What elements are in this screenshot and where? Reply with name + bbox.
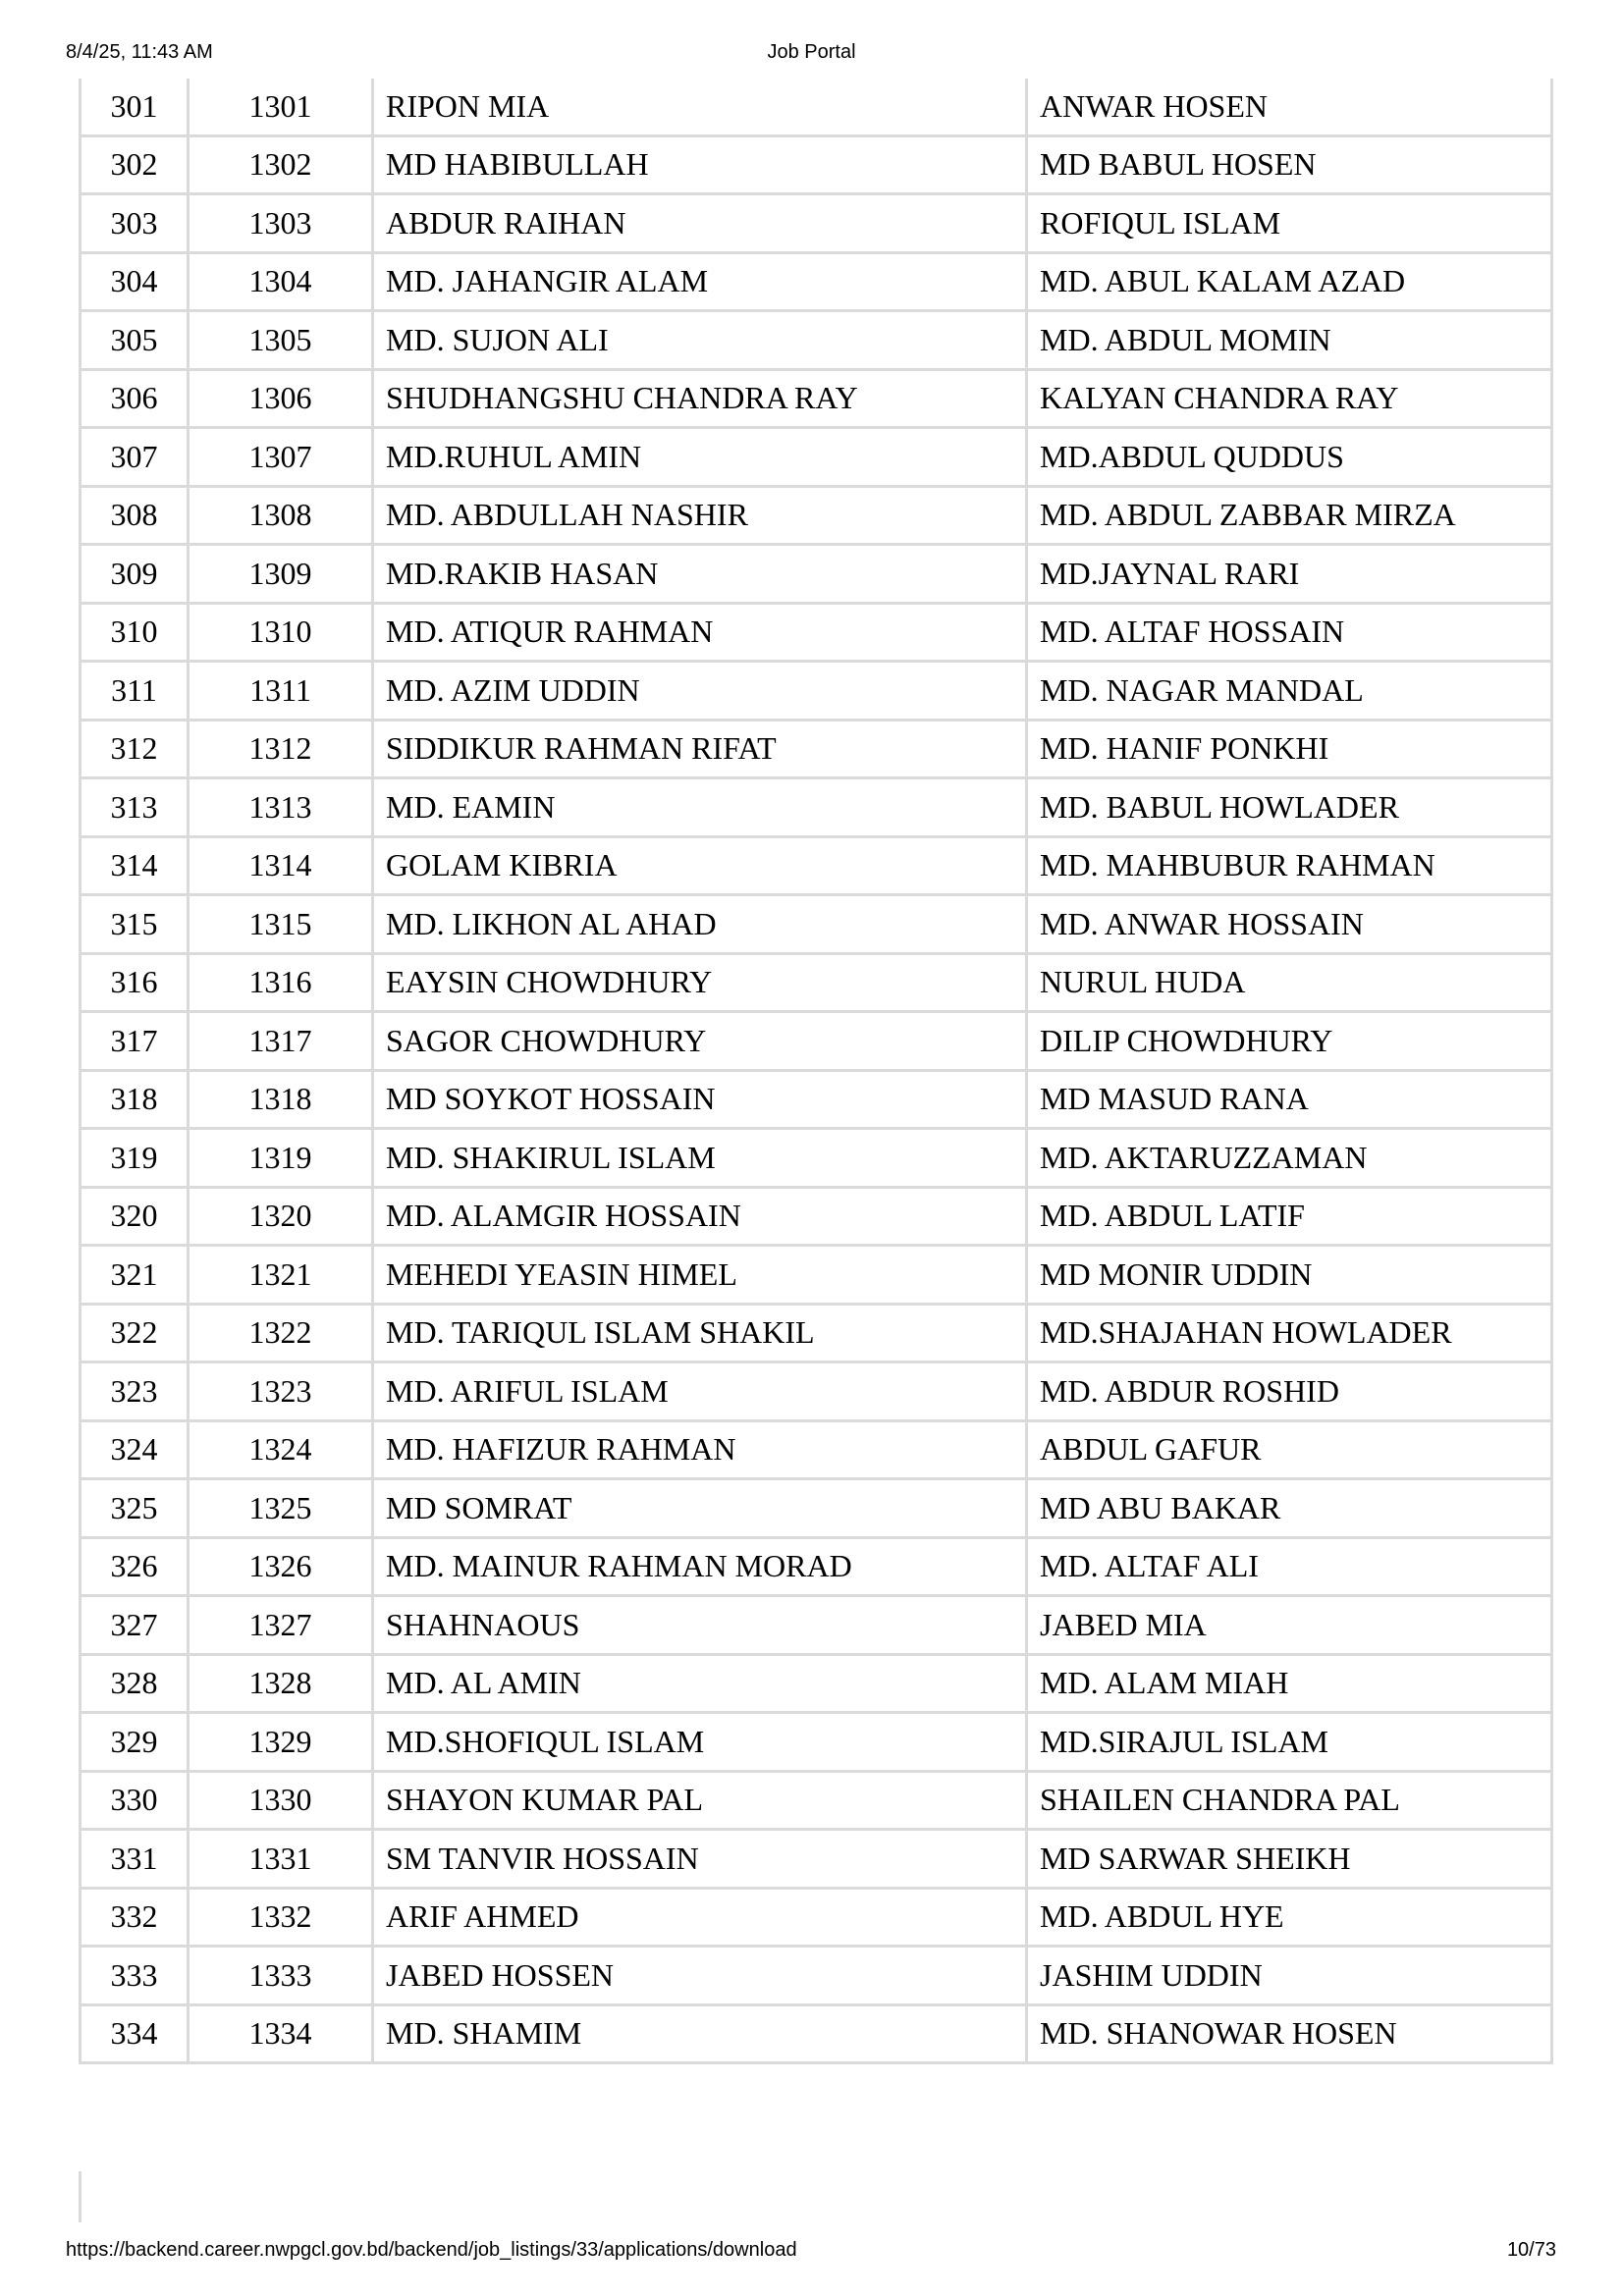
father-name-cell: MD ABU BAKAR xyxy=(1025,1480,1553,1539)
applicant-name-cell: MD HABIBULLAH xyxy=(371,137,1025,196)
applicant-name-cell: MD. TARIQUL ISLAM SHAKIL xyxy=(371,1306,1025,1364)
father-name-cell: MD. NAGAR MANDAL xyxy=(1025,663,1553,721)
father-name-cell: MD. ABDUL MOMIN xyxy=(1025,312,1553,371)
applicant-name-cell: JABED HOSSEN xyxy=(371,1948,1025,2006)
serial-cell: 314 xyxy=(79,838,187,897)
roll-cell: 1327 xyxy=(187,1597,371,1656)
father-name-cell: MD. ABDUL ZABBAR MIRZA xyxy=(1025,488,1553,547)
father-name-cell: MD.SHAJAHAN HOWLADER xyxy=(1025,1306,1553,1364)
applicant-table-body xyxy=(79,79,1553,2064)
applicant-name-cell: MEHEDI YEASIN HIMEL xyxy=(371,1247,1025,1306)
table-row xyxy=(79,1890,1553,1949)
roll-cell: 1323 xyxy=(187,1363,371,1422)
table-row xyxy=(79,955,1553,1014)
roll-cell: 1325 xyxy=(187,1480,371,1539)
roll-cell: 1306 xyxy=(187,371,371,430)
applicant-name-cell: RIPON MIA xyxy=(371,79,1025,137)
table-row xyxy=(79,2006,1553,2065)
serial-cell: 308 xyxy=(79,488,187,547)
father-name-cell: JASHIM UDDIN xyxy=(1025,1948,1553,2006)
applicant-name-cell: MD. LIKHON AL AHAD xyxy=(371,896,1025,955)
father-name-cell: MD. ABDUL HYE xyxy=(1025,1890,1553,1949)
page-url: https://backend.career.nwpgcl.gov.bd/backend/job_listings/33/applications/download xyxy=(66,2239,797,2261)
table-row xyxy=(79,1072,1553,1131)
table-row xyxy=(79,1247,1553,1306)
serial-cell: 307 xyxy=(79,429,187,488)
father-name-cell: MD MONIR UDDIN xyxy=(1025,1247,1553,1306)
applicant-name-cell: MD. ABDULLAH NASHIR xyxy=(371,488,1025,547)
father-name-cell: MD. ALAM MIAH xyxy=(1025,1656,1553,1715)
table-row xyxy=(79,429,1553,488)
table-row xyxy=(79,488,1553,547)
page-number: 10/73 xyxy=(1506,2239,1556,2261)
table-row xyxy=(79,1306,1553,1364)
table-row xyxy=(79,1539,1553,1598)
serial-cell: 310 xyxy=(79,605,187,664)
roll-cell: 1334 xyxy=(187,2006,371,2065)
father-name-cell: MD. SHANOWAR HOSEN xyxy=(1025,2006,1553,2065)
father-name-cell: DILIP CHOWDHURY xyxy=(1025,1013,1553,1072)
table-row xyxy=(79,896,1553,955)
roll-cell: 1329 xyxy=(187,1714,371,1773)
serial-cell: 309 xyxy=(79,546,187,605)
applicant-name-cell: MD. MAINUR RAHMAN MORAD xyxy=(371,1539,1025,1598)
applicant-name-cell: SAGOR CHOWDHURY xyxy=(371,1013,1025,1072)
applicant-name-cell: MD. AZIM UDDIN xyxy=(371,663,1025,721)
serial-cell: 321 xyxy=(79,1247,187,1306)
serial-cell: 330 xyxy=(79,1773,187,1832)
father-name-cell: MD. ABDUR ROSHID xyxy=(1025,1363,1553,1422)
table-row xyxy=(79,1656,1553,1715)
serial-cell: 318 xyxy=(79,1072,187,1131)
print-footer xyxy=(0,2239,1623,2267)
applicant-name-cell: SM TANVIR HOSSAIN xyxy=(371,1831,1025,1890)
roll-cell: 1304 xyxy=(187,254,371,313)
table-row xyxy=(79,546,1553,605)
table-row xyxy=(79,1130,1553,1189)
table-row xyxy=(79,1363,1553,1422)
applicant-name-cell: MD. ATIQUR RAHMAN xyxy=(371,605,1025,664)
roll-cell: 1321 xyxy=(187,1247,371,1306)
roll-cell: 1320 xyxy=(187,1189,371,1248)
father-name-cell: MD. AKTARUZZAMAN xyxy=(1025,1130,1553,1189)
serial-cell: 323 xyxy=(79,1363,187,1422)
roll-cell: 1314 xyxy=(187,838,371,897)
father-name-cell: MD MASUD RANA xyxy=(1025,1072,1553,1131)
serial-cell: 325 xyxy=(79,1480,187,1539)
serial-cell: 322 xyxy=(79,1306,187,1364)
serial-cell: 329 xyxy=(79,1714,187,1773)
roll-cell: 1311 xyxy=(187,663,371,721)
father-name-cell: MD. ABDUL LATIF xyxy=(1025,1189,1553,1248)
table-row xyxy=(79,254,1553,313)
roll-cell: 1308 xyxy=(187,488,371,547)
serial-cell: 305 xyxy=(79,312,187,371)
roll-cell: 1301 xyxy=(187,79,371,137)
table-row xyxy=(79,1597,1553,1656)
applicant-name-cell: MD. SHAMIM xyxy=(371,2006,1025,2065)
serial-cell: 327 xyxy=(79,1597,187,1656)
table-row xyxy=(79,312,1553,371)
serial-cell: 328 xyxy=(79,1656,187,1715)
father-name-cell: MD.JAYNAL RARI xyxy=(1025,546,1553,605)
table-row xyxy=(79,1480,1553,1539)
table-row xyxy=(79,1773,1553,1832)
father-name-cell: MD. ABUL KALAM AZAD xyxy=(1025,254,1553,313)
print-header xyxy=(0,41,1623,69)
serial-cell: 334 xyxy=(79,2006,187,2065)
roll-cell: 1326 xyxy=(187,1539,371,1598)
father-name-cell: KALYAN CHANDRA RAY xyxy=(1025,371,1553,430)
roll-cell: 1316 xyxy=(187,955,371,1014)
table-row xyxy=(79,371,1553,430)
roll-cell: 1315 xyxy=(187,896,371,955)
roll-cell: 1324 xyxy=(187,1422,371,1481)
applicant-name-cell: MD.RAKIB HASAN xyxy=(371,546,1025,605)
page-title: Job Portal xyxy=(767,41,856,63)
applicant-table-container xyxy=(79,79,1553,2064)
father-name-cell: SHAILEN CHANDRA PAL xyxy=(1025,1773,1553,1832)
print-datetime: 8/4/25, 11:43 AM xyxy=(66,41,213,63)
father-name-cell: MD.ABDUL QUDDUS xyxy=(1025,429,1553,488)
roll-cell: 1307 xyxy=(187,429,371,488)
father-name-cell: MD. ANWAR HOSSAIN xyxy=(1025,896,1553,955)
father-name-cell: MD. MAHBUBUR RAHMAN xyxy=(1025,838,1553,897)
applicant-name-cell: MD. SUJON ALI xyxy=(371,312,1025,371)
roll-cell: 1333 xyxy=(187,1948,371,2006)
roll-cell: 1309 xyxy=(187,546,371,605)
father-name-cell: MD. ALTAF HOSSAIN xyxy=(1025,605,1553,664)
table-row xyxy=(79,721,1553,780)
table-row xyxy=(79,137,1553,196)
roll-cell: 1303 xyxy=(187,195,371,254)
serial-cell: 306 xyxy=(79,371,187,430)
applicant-name-cell: MD.RUHUL AMIN xyxy=(371,429,1025,488)
applicant-name-cell: MD SOYKOT HOSSAIN xyxy=(371,1072,1025,1131)
roll-cell: 1318 xyxy=(187,1072,371,1131)
applicant-name-cell: MD. AL AMIN xyxy=(371,1656,1025,1715)
serial-cell: 331 xyxy=(79,1831,187,1890)
table-row xyxy=(79,1831,1553,1890)
father-name-cell: MD.SIRAJUL ISLAM xyxy=(1025,1714,1553,1773)
roll-cell: 1302 xyxy=(187,137,371,196)
father-name-cell: MD. ALTAF ALI xyxy=(1025,1539,1553,1598)
roll-cell: 1322 xyxy=(187,1306,371,1364)
father-name-cell: ROFIQUL ISLAM xyxy=(1025,195,1553,254)
serial-cell: 326 xyxy=(79,1539,187,1598)
serial-cell: 312 xyxy=(79,721,187,780)
table-row xyxy=(79,79,1553,137)
applicant-name-cell: SHAHNAOUS xyxy=(371,1597,1025,1656)
applicant-name-cell: EAYSIN CHOWDHURY xyxy=(371,955,1025,1014)
roll-cell: 1328 xyxy=(187,1656,371,1715)
applicant-name-cell: MD. ALAMGIR HOSSAIN xyxy=(371,1189,1025,1248)
applicant-name-cell: MD.SHOFIQUL ISLAM xyxy=(371,1714,1025,1773)
roll-cell: 1312 xyxy=(187,721,371,780)
applicant-name-cell: SHUDHANGSHU CHANDRA RAY xyxy=(371,371,1025,430)
roll-cell: 1317 xyxy=(187,1013,371,1072)
serial-cell: 324 xyxy=(79,1422,187,1481)
applicant-name-cell: ABDUR RAIHAN xyxy=(371,195,1025,254)
table-row xyxy=(79,1714,1553,1773)
father-name-cell: ABDUL GAFUR xyxy=(1025,1422,1553,1481)
serial-cell: 303 xyxy=(79,195,187,254)
table-row xyxy=(79,1422,1553,1481)
table-row xyxy=(79,195,1553,254)
serial-cell: 319 xyxy=(79,1130,187,1189)
serial-cell: 313 xyxy=(79,779,187,838)
father-name-cell: MD SARWAR SHEIKH xyxy=(1025,1831,1553,1890)
table-row xyxy=(79,838,1553,897)
roll-cell: 1330 xyxy=(187,1773,371,1832)
serial-cell: 311 xyxy=(79,663,187,721)
table-row xyxy=(79,663,1553,721)
applicant-name-cell: SHAYON KUMAR PAL xyxy=(371,1773,1025,1832)
applicant-name-cell: ARIF AHMED xyxy=(371,1890,1025,1949)
serial-cell: 304 xyxy=(79,254,187,313)
roll-cell: 1310 xyxy=(187,605,371,664)
applicant-name-cell: GOLAM KIBRIA xyxy=(371,838,1025,897)
applicant-name-cell: MD. SHAKIRUL ISLAM xyxy=(371,1130,1025,1189)
serial-cell: 315 xyxy=(79,896,187,955)
table-row xyxy=(79,1189,1553,1248)
father-name-cell: NURUL HUDA xyxy=(1025,955,1553,1014)
serial-cell: 301 xyxy=(79,79,187,137)
applicant-name-cell: MD. EAMIN xyxy=(371,779,1025,838)
serial-cell: 316 xyxy=(79,955,187,1014)
roll-cell: 1305 xyxy=(187,312,371,371)
table-border-continuation xyxy=(79,2171,81,2222)
serial-cell: 332 xyxy=(79,1890,187,1949)
applicant-name-cell: MD. ARIFUL ISLAM xyxy=(371,1363,1025,1422)
table-row xyxy=(79,779,1553,838)
serial-cell: 302 xyxy=(79,137,187,196)
applicant-name-cell: MD SOMRAT xyxy=(371,1480,1025,1539)
father-name-cell: MD BABUL HOSEN xyxy=(1025,137,1553,196)
roll-cell: 1319 xyxy=(187,1130,371,1189)
roll-cell: 1331 xyxy=(187,1831,371,1890)
serial-cell: 317 xyxy=(79,1013,187,1072)
roll-cell: 1332 xyxy=(187,1890,371,1949)
table-row xyxy=(79,605,1553,664)
applicant-table xyxy=(79,79,1553,2064)
father-name-cell: JABED MIA xyxy=(1025,1597,1553,1656)
table-row xyxy=(79,1948,1553,2006)
applicant-name-cell: MD. JAHANGIR ALAM xyxy=(371,254,1025,313)
roll-cell: 1313 xyxy=(187,779,371,838)
father-name-cell: MD. HANIF PONKHI xyxy=(1025,721,1553,780)
serial-cell: 333 xyxy=(79,1948,187,2006)
serial-cell: 320 xyxy=(79,1189,187,1248)
father-name-cell: MD. BABUL HOWLADER xyxy=(1025,779,1553,838)
applicant-name-cell: SIDDIKUR RAHMAN RIFAT xyxy=(371,721,1025,780)
applicant-name-cell: MD. HAFIZUR RAHMAN xyxy=(371,1422,1025,1481)
father-name-cell: ANWAR HOSEN xyxy=(1025,79,1553,137)
table-row xyxy=(79,1013,1553,1072)
